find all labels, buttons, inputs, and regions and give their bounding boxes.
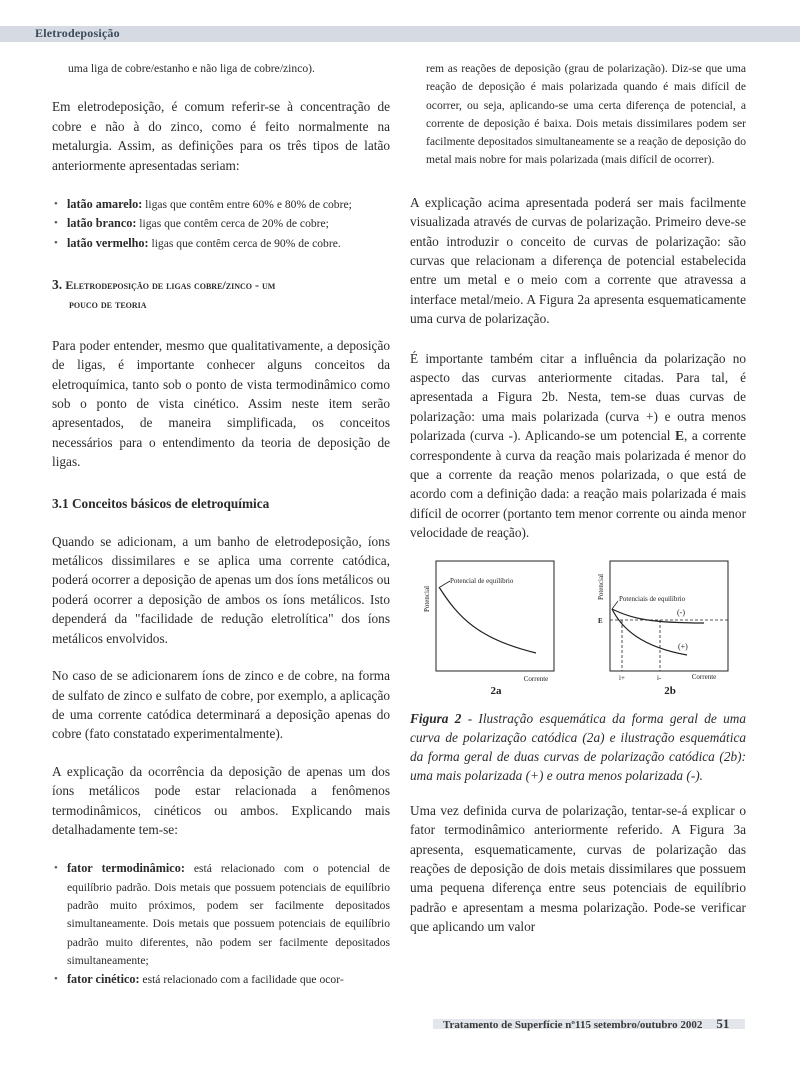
fig-2b-ylabel: Potencial xyxy=(597,573,605,600)
right-para-1: A explicação acima apresentada poderá ser mais facilmente visualizada através de curvas de polarização. Primeiro deve-se então introduzir o conceito de curvas de polarização: são curvas que relacionam a diferença de potencial estabelecida entre um metal e o meio com a corrente que atravessa a interface metal/meio. A Figura 2a apresenta esquematicamente uma curva de polarização. xyxy=(410,194,746,327)
fig-2b-pointer xyxy=(612,601,618,609)
potential-e-symbol: E xyxy=(675,428,684,444)
bullet-term: latão amarelo: xyxy=(67,196,143,211)
page-number: 51 xyxy=(716,1016,730,1031)
section-header-title: Eletrodeposição xyxy=(35,26,120,40)
subsection-heading: 3.1 Conceitos básicos de eletroquímica xyxy=(52,495,270,511)
fig-2a-curve xyxy=(439,587,536,653)
right-para-2 xyxy=(410,349,746,543)
fig-2b-panel-label: 2b xyxy=(664,684,676,697)
left-para-4: No caso de se adicionarem íons de zinco e de cobre, na forma de sulfato de zinco e sulfato de cobre, por exemplo, a aplicação de uma corrente catódica determinará a deposição apenas do cobre (fato constatado experimentalmente). xyxy=(52,668,390,742)
fig-2b-minus-curve xyxy=(612,609,704,623)
bullet-icon: • xyxy=(54,217,58,230)
fig-2b-e-label: E xyxy=(598,616,603,625)
factor-text: está relacionado com o potencial de equilíbrio padrão. Dois metais que possuem potenciais de equilíbrio padrão muito próximos, podem ser facilmente depositados simultaneamente. Dois metais que possuem potenciais de equilíbrio padrão muito diferentes, não podem ser facilmente depositados simultaneamente; xyxy=(67,862,390,967)
fig-2a-pointer xyxy=(440,581,450,587)
list-item xyxy=(52,214,390,233)
factor-term: fator cinético: xyxy=(67,972,140,987)
fig-2b-i-minus-label: i- xyxy=(657,673,662,682)
fig-2b-i-plus-label: i+ xyxy=(619,673,625,682)
fig-2b-plus-curve xyxy=(612,609,687,655)
right-para-3: Uma vez definida curva de polarização, tentar-se-á explicar o fator termodinâmico anteriormente referido. A Figura 3a apresenta, esquematicamente, curvas de polarização das reações de deposição de dois metais dissimilares que possuem uma pequena diferença entre seus potenciais de equilíbrio padrão e apresentam a mesma polarização. Pode-se verificar que aplicando um valor xyxy=(410,802,746,935)
bullet-term: latão vermelho: xyxy=(67,235,149,250)
right-intro-indent: rem as reações de deposição (grau de polarização). Diz-se que uma reação de deposição é mais polarizada quando é mais difícil de ocorrer, ou seja, aplicando-se uma certa diferença de potencial, a corrente de deposição é baixa. Dois metais dissimilares podem ser facilmente depositados simultaneamente se a reação de deposição do metal mais nobre for mais polarizada (mais difícil de ocorrer). xyxy=(426,62,746,167)
right-para-2-part-2: , a corrente correspondente à curva da reação mais polarizada é menor do que a corrente da reação menos polarizada, o que está de acordo com a definição dada: a reação mais polarizada é mais difícil de ocorrer (portanto tem menor corrente ou ainda menor velocidade de reação). xyxy=(410,428,746,541)
figure-2-caption xyxy=(410,709,746,785)
left-para-1: Em eletrodeposição, é comum referir-se à concentração de cobre e não à do zinco, como é feito normalmente na metalurgia. Assim, as definições para os três tipos de latão anteriormente apresentadas seriam: xyxy=(52,99,390,173)
figure-label: Figura 2 xyxy=(410,710,462,726)
left-para-2: Para poder entender, mesmo que qualitativamente, a deposição de ligas, é importante conhecer alguns conceitos da eletroquímica, tanto sob o ponto de vista termodinâmico como sob o ponto de vista cinético. Assim neste item serão apresentados, de maneira simplificada, os conceitos necessários para o entendimento da teoria de deposição de ligas. xyxy=(52,337,390,470)
fig-2a-curve-label: Potencial de equilíbrio xyxy=(450,576,514,585)
fig-2a-ylabel: Potencial xyxy=(423,585,431,612)
fig-2a-panel-label: 2a xyxy=(490,684,502,697)
left-para-5: A explicação da ocorrência da deposição de apenas um dos íons metálicos pode estar relacionada a fenômenos termodinâmicos, cinéticos ou ambos. Explicando mais detalhadamente tem-se: xyxy=(52,763,390,837)
fig-2b-plus-label: (+) xyxy=(678,641,688,651)
page-footer xyxy=(443,1016,729,1032)
figure-2 xyxy=(410,557,746,697)
bullet-icon: • xyxy=(54,236,58,249)
right-para-2-part-1: É importante também citar a influência da polarização no aspecto das curvas anteriormente citadas. Para tal, é apresentada a Figura 2b. Nesta, tem-se duas curvas de polarização: uma mais polarizada (curva +) e outra menos polarizada (curva -). Aplicando-se um potencial xyxy=(410,350,746,444)
section-title-line-1: Eletrodeposição de ligas cobre/zinco - um xyxy=(65,277,276,292)
bullet-text: ligas que contêm entre 60% e 80% de cobre; xyxy=(142,197,352,211)
bullet-icon: • xyxy=(54,197,58,210)
section-3-heading xyxy=(52,275,390,314)
figure-caption-text: - Ilustração esquemática da forma geral de uma curva de polarização catódica (2a) e ilustração esquemática da forma geral de duas curvas de polarização catódica (2b): uma mais polarizada (+) e outra menos polarizada (-). xyxy=(410,710,746,783)
bullet-icon: • xyxy=(54,862,58,875)
factor-term: fator termodinâmico: xyxy=(67,861,185,876)
bullet-term: latão branco: xyxy=(67,216,137,231)
right-column xyxy=(410,60,746,955)
fig-2a-xlabel: Corrente xyxy=(523,674,549,683)
brass-types-list xyxy=(52,195,390,253)
bullet-icon: • xyxy=(54,973,58,986)
left-column xyxy=(52,60,390,989)
header-bar xyxy=(0,26,800,42)
left-para-3: Quando se adicionam, a um banho de eletrodeposição, íons metálicos dissimilares e se aplica uma corrente catódica, poderá ocorrer a deposição de apenas um dos íons metálicos ou poderá ocorrer a deposição de ambos os íons metálicos. Isto dependerá da "facilidade de redução eletrolítica" dos íons metálicos envolvidos. xyxy=(52,533,390,646)
figure-2a-diagram xyxy=(418,557,568,697)
fig-2b-xlabel: Corrente xyxy=(691,672,717,681)
fig-2b-minus-label: (-) xyxy=(677,607,685,617)
section-title-line-2: pouco de teoria xyxy=(69,296,147,311)
list-item xyxy=(52,859,390,970)
fig-2b-curve-label: Potenciais de equilíbrio xyxy=(619,594,686,603)
list-item xyxy=(52,234,390,253)
list-item xyxy=(52,970,390,989)
factors-list xyxy=(52,859,390,989)
list-item xyxy=(52,195,390,214)
left-intro-indent: uma liga de cobre/estanho e não liga de cobre/zinco). xyxy=(68,62,315,75)
factor-text: está relacionado com a facilidade que ocor- xyxy=(139,973,344,987)
section-number: 3. xyxy=(52,276,63,292)
figure-2b-diagram xyxy=(592,557,742,697)
bullet-text: ligas que contêm cerca de 90% de cobre. xyxy=(148,236,341,250)
bullet-text: ligas que contêm cerca de 20% de cobre; xyxy=(136,217,329,231)
journal-info: Tratamento de Superfície nº115 setembro/outubro 2002 xyxy=(443,1019,703,1031)
